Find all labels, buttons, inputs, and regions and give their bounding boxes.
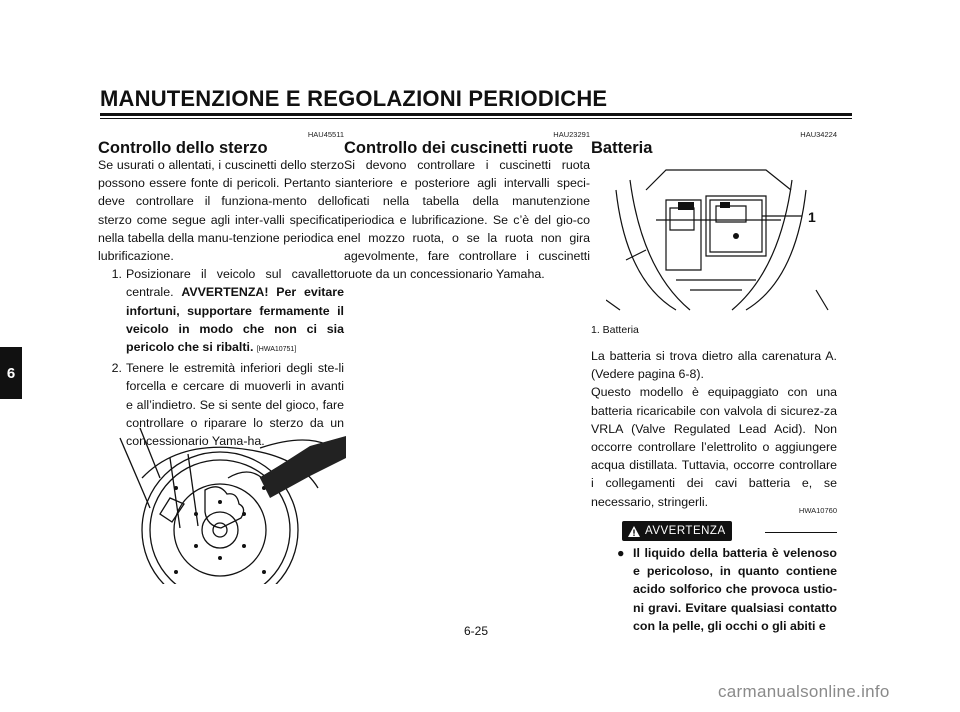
warning-rule <box>765 532 837 533</box>
warning-ref: [HWA10751] <box>256 346 297 354</box>
section-heading: Batteria <box>591 139 653 157</box>
intro-paragraph: Se usurati o allentati, i cuscinetti dello sterzo possono essere fonte di pericoli. Pertanto si deve controllare il funziona-mento dello sterzo come segue agli inter-valli specificati nella tabella della manu-tenzione periodica e lubrificazione. <box>98 158 344 264</box>
step-instruction: Posizionare il veicolo sul cavalletto centrale. <box>126 267 344 300</box>
section-code: HAU34224 <box>800 130 837 139</box>
header-rule <box>100 113 852 116</box>
step-text <box>126 265 344 359</box>
warning-bullet-item <box>617 544 837 635</box>
warning-header <box>622 521 732 542</box>
section-code: HAU45511 <box>307 130 344 139</box>
section-code: HAU23291 <box>553 130 590 139</box>
battery-location-illustration <box>606 160 836 320</box>
warning-triangle-icon <box>628 526 640 537</box>
section-heading: Controllo dei cuscinetti ruote <box>344 139 574 157</box>
step-text: Tenere le estremità inferiori degli ste-li forcella e cercare di muoverli in avanti e all’indietro. Se si sente del gioco, fare controllare o riparare lo sterzo da un concessionario Yama-ha. <box>126 361 344 449</box>
bullet-icon: ● <box>617 546 625 560</box>
battery-location-paragraph: La batteria si trova dietro alla carenatura A. (Vedere pagina 6-8). <box>591 349 837 382</box>
header-rule-thin <box>100 118 852 119</box>
step-number: 2. <box>111 361 122 376</box>
step-number: 1. <box>111 267 122 282</box>
steering-check-illustration <box>110 418 346 584</box>
step-warning: AVVERTENZA! Per evitare infortuni, supportare fermamente il veicolo in modo che non ci sia pericolo che si ribalti. <box>126 285 344 355</box>
section-body <box>591 347 837 511</box>
warning-code: HWA10760 <box>798 506 837 515</box>
watermark: carmanualsonline.info <box>718 682 890 701</box>
figure-caption: 1. Batteria <box>591 324 639 336</box>
chapter-tab: 6 <box>0 347 22 399</box>
section-body: Si devono controllare i cuscinetti ruota anteriore e posteriore agli intervalli speci-ficati nella tabella della manutenzione periodica e lubrificazione. Se c’è del gio-co nel mozzo ruota, o se la ruota non gira agevolmente, fare controllare i cuscinetti ruote da un concessionario Yamaha. <box>344 158 590 282</box>
section-body <box>98 156 344 450</box>
callout-number: 1 <box>808 209 816 225</box>
section-heading: Controllo dello sterzo <box>98 139 268 157</box>
battery-type-paragraph: Questo modello è equipaggiato con una batteria ricaricabile con valvola di sicurez-za VRLA (Valve Regulated Lead Acid). Non occorre controllare l’elettrolito o aggiungere acqua distillata. Tuttavia, occorre controllare i collegamenti dei cavi batteria e, se necessario, stringerli. <box>591 385 837 509</box>
warning-bullet-text: Il liquido della batteria è velenoso e pericoloso, in quanto contiene acido solforico che provoca ustio-ni gravi. Evitare qualsiasi contatto con la pelle, gli occhi o gli abiti e <box>633 546 837 633</box>
page-header-title: MANUTENZIONE E REGOLAZIONI PERIODICHE <box>100 86 608 111</box>
page-number: 6-25 <box>464 624 489 638</box>
step-item <box>98 265 344 359</box>
warning-badge <box>622 521 732 541</box>
warning-label: AVVERTENZA <box>645 525 726 537</box>
